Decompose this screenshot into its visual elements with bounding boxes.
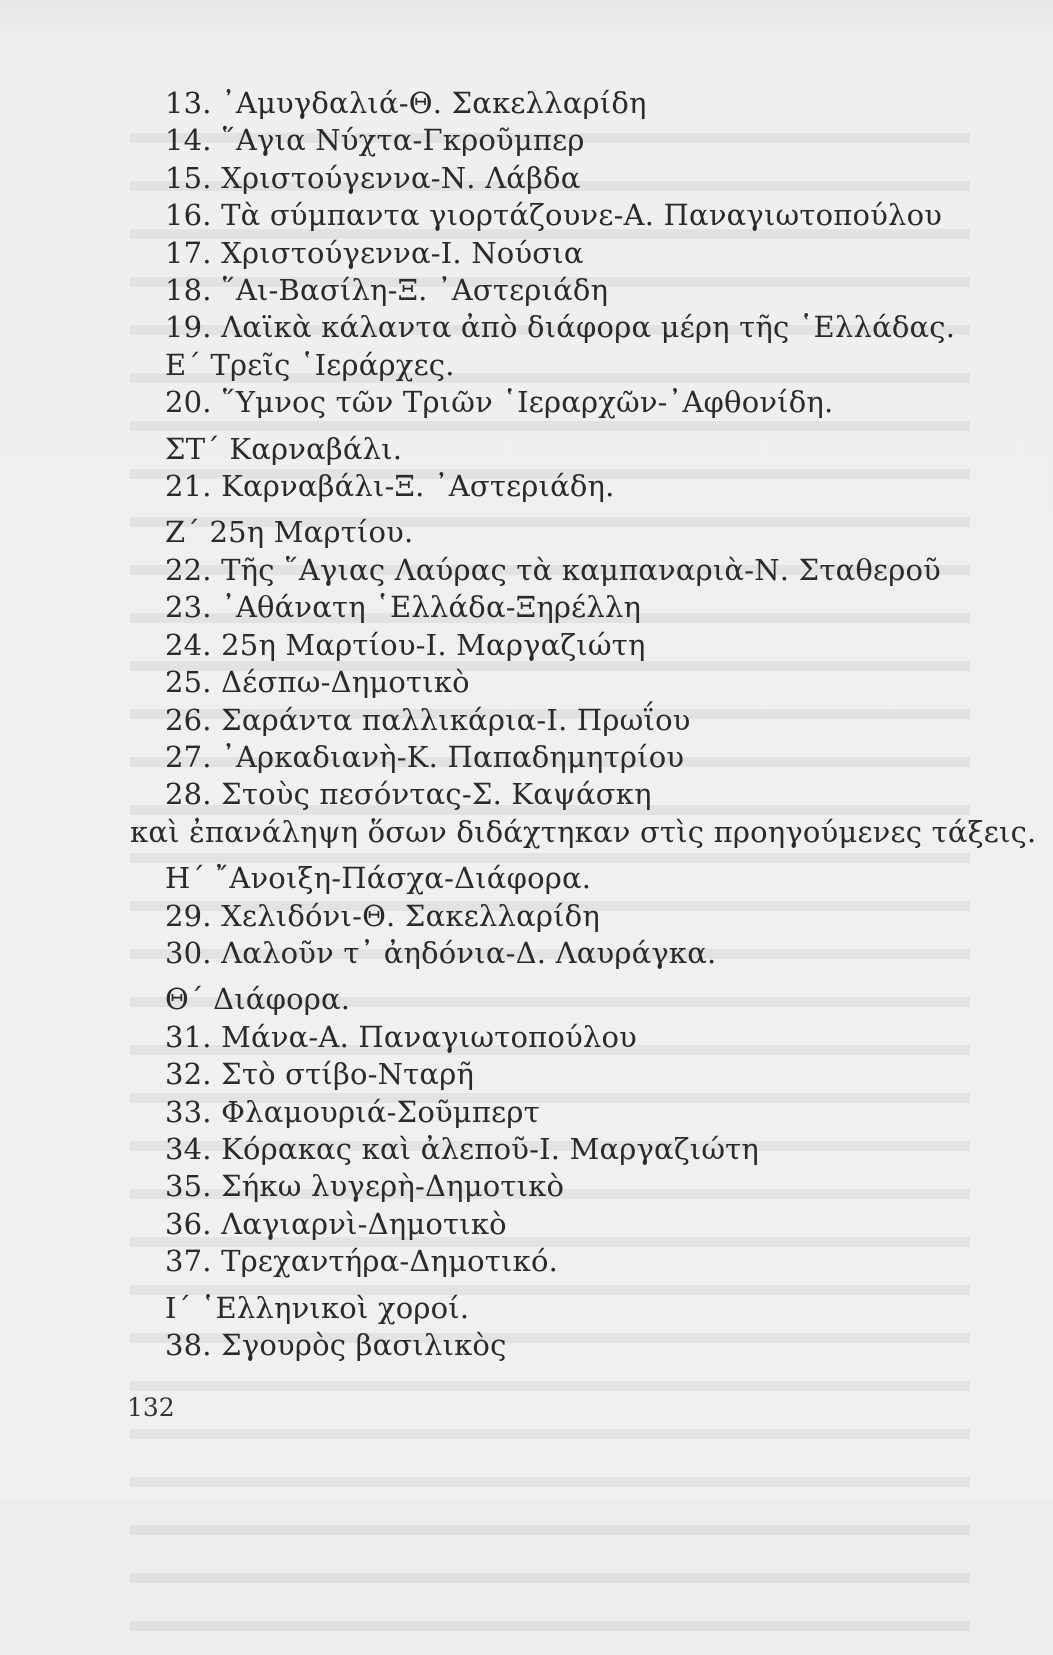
text-line: 20. ῞Υμνος τῶν Τριῶν ῾Ιεραρχῶν-᾿Αφθονίδη. xyxy=(165,385,834,420)
text-line: 17. Χριστούγεννα-Ι. Νούσια xyxy=(165,235,584,270)
text-line: Ζ΄ 25η Μαρτίου. xyxy=(165,515,414,550)
text-line: 30. Λαλοῦν τ᾿ ἀηδόνια-Δ. Λαυράγκα. xyxy=(165,935,717,970)
text-line: 27. ᾿Αρκαδιανὴ-Κ. Παπαδημητρίου xyxy=(165,739,685,774)
text-line: 32. Στὸ στίβο-Νταρῆ xyxy=(165,1057,475,1092)
text-line: 14. ῞Αγια Νύχτα-Γκροῦμπερ xyxy=(165,123,585,158)
text-line: 34. Κόρακας καὶ ἀλεποῦ-Ι. Μαργαζιώτη xyxy=(165,1131,759,1166)
text-line: Θ΄ Διάφορα. xyxy=(165,982,351,1017)
text-line: 29. Χελιδόνι-Θ. Σακελλαρίδη xyxy=(165,898,600,933)
text-line: 15. Χριστούγεννα-Ν. Λάβδα xyxy=(165,160,581,195)
text-line: 37. Τρεχαντήρα-Δημοτικό. xyxy=(165,1244,559,1279)
text-line: καὶ ἐπανάληψη ὅσων διδάχτηκαν στὶς προηγούμενες τάξεις. xyxy=(130,814,1037,849)
text-line: 19. Λαϊκὰ κάλαντα ἀπὸ διάφορα μέρη τῆς ῾Ελλάδας. xyxy=(165,310,956,345)
text-line: 25. Δέσπω-Δημοτικὸ xyxy=(165,665,470,700)
text-line: 31. Μάνα-Α. Παναγιωτοπούλου xyxy=(165,1019,637,1054)
text-line: 26. Σαράντα παλλικάρια-Ι. Πρωΐου xyxy=(165,702,691,737)
text-line: 36. Λαγιαρνὶ-Δημοτικὸ xyxy=(165,1206,507,1241)
text-line: 16. Τὰ σύμπαντα γιορτάζουνε-Α. Παναγιωτοπούλου xyxy=(165,198,943,233)
text-line: ΣΤ΄ Καρναβάλι. xyxy=(165,431,403,466)
text-line: 23. ᾿Αθάνατη ῾Ελλάδα-Ξηρέλλη xyxy=(165,590,642,625)
text-line: 33. Φλαμουριά-Σοῦμπερτ xyxy=(165,1094,540,1129)
text-line: Η΄ ῎Ανοιξη-Πάσχα-Διάφορα. xyxy=(165,861,592,896)
text-line: 24. 25η Μαρτίου-Ι. Μαργαζιώτη xyxy=(165,627,646,662)
page-number: 132 xyxy=(127,1393,175,1422)
text-line: 13. ᾿Αμυγδαλιά-Θ. Σακελλαρίδη xyxy=(165,86,647,120)
text-line: 35. Σήκω λυγερὴ-Δημοτικὸ xyxy=(165,1169,565,1204)
text-line: 21. Καρναβάλι-Ξ. ᾿Αστεριάδη. xyxy=(165,469,615,504)
text-line: 18. ῞Αι-Βασίλη-Ξ. ᾿Αστεριάδη xyxy=(165,273,609,308)
song-list xyxy=(130,85,1037,1364)
text-line: 38. Σγουρὸς βασιλικὸς xyxy=(165,1328,507,1362)
text-line: 22. Τῆς ῞Αγιας Λαύρας τὰ καμπαναριὰ-Ν. Σταθεροῦ xyxy=(165,552,941,587)
text-line: 28. Στοὺς πεσόντας-Σ. Καψάσκη xyxy=(165,777,652,812)
text-line: Ι΄ ῾Ελληνικοὶ χοροί. xyxy=(165,1290,470,1325)
text-line: Ε΄ Τρεῖς ῾Ιεράρχες. xyxy=(165,347,455,382)
